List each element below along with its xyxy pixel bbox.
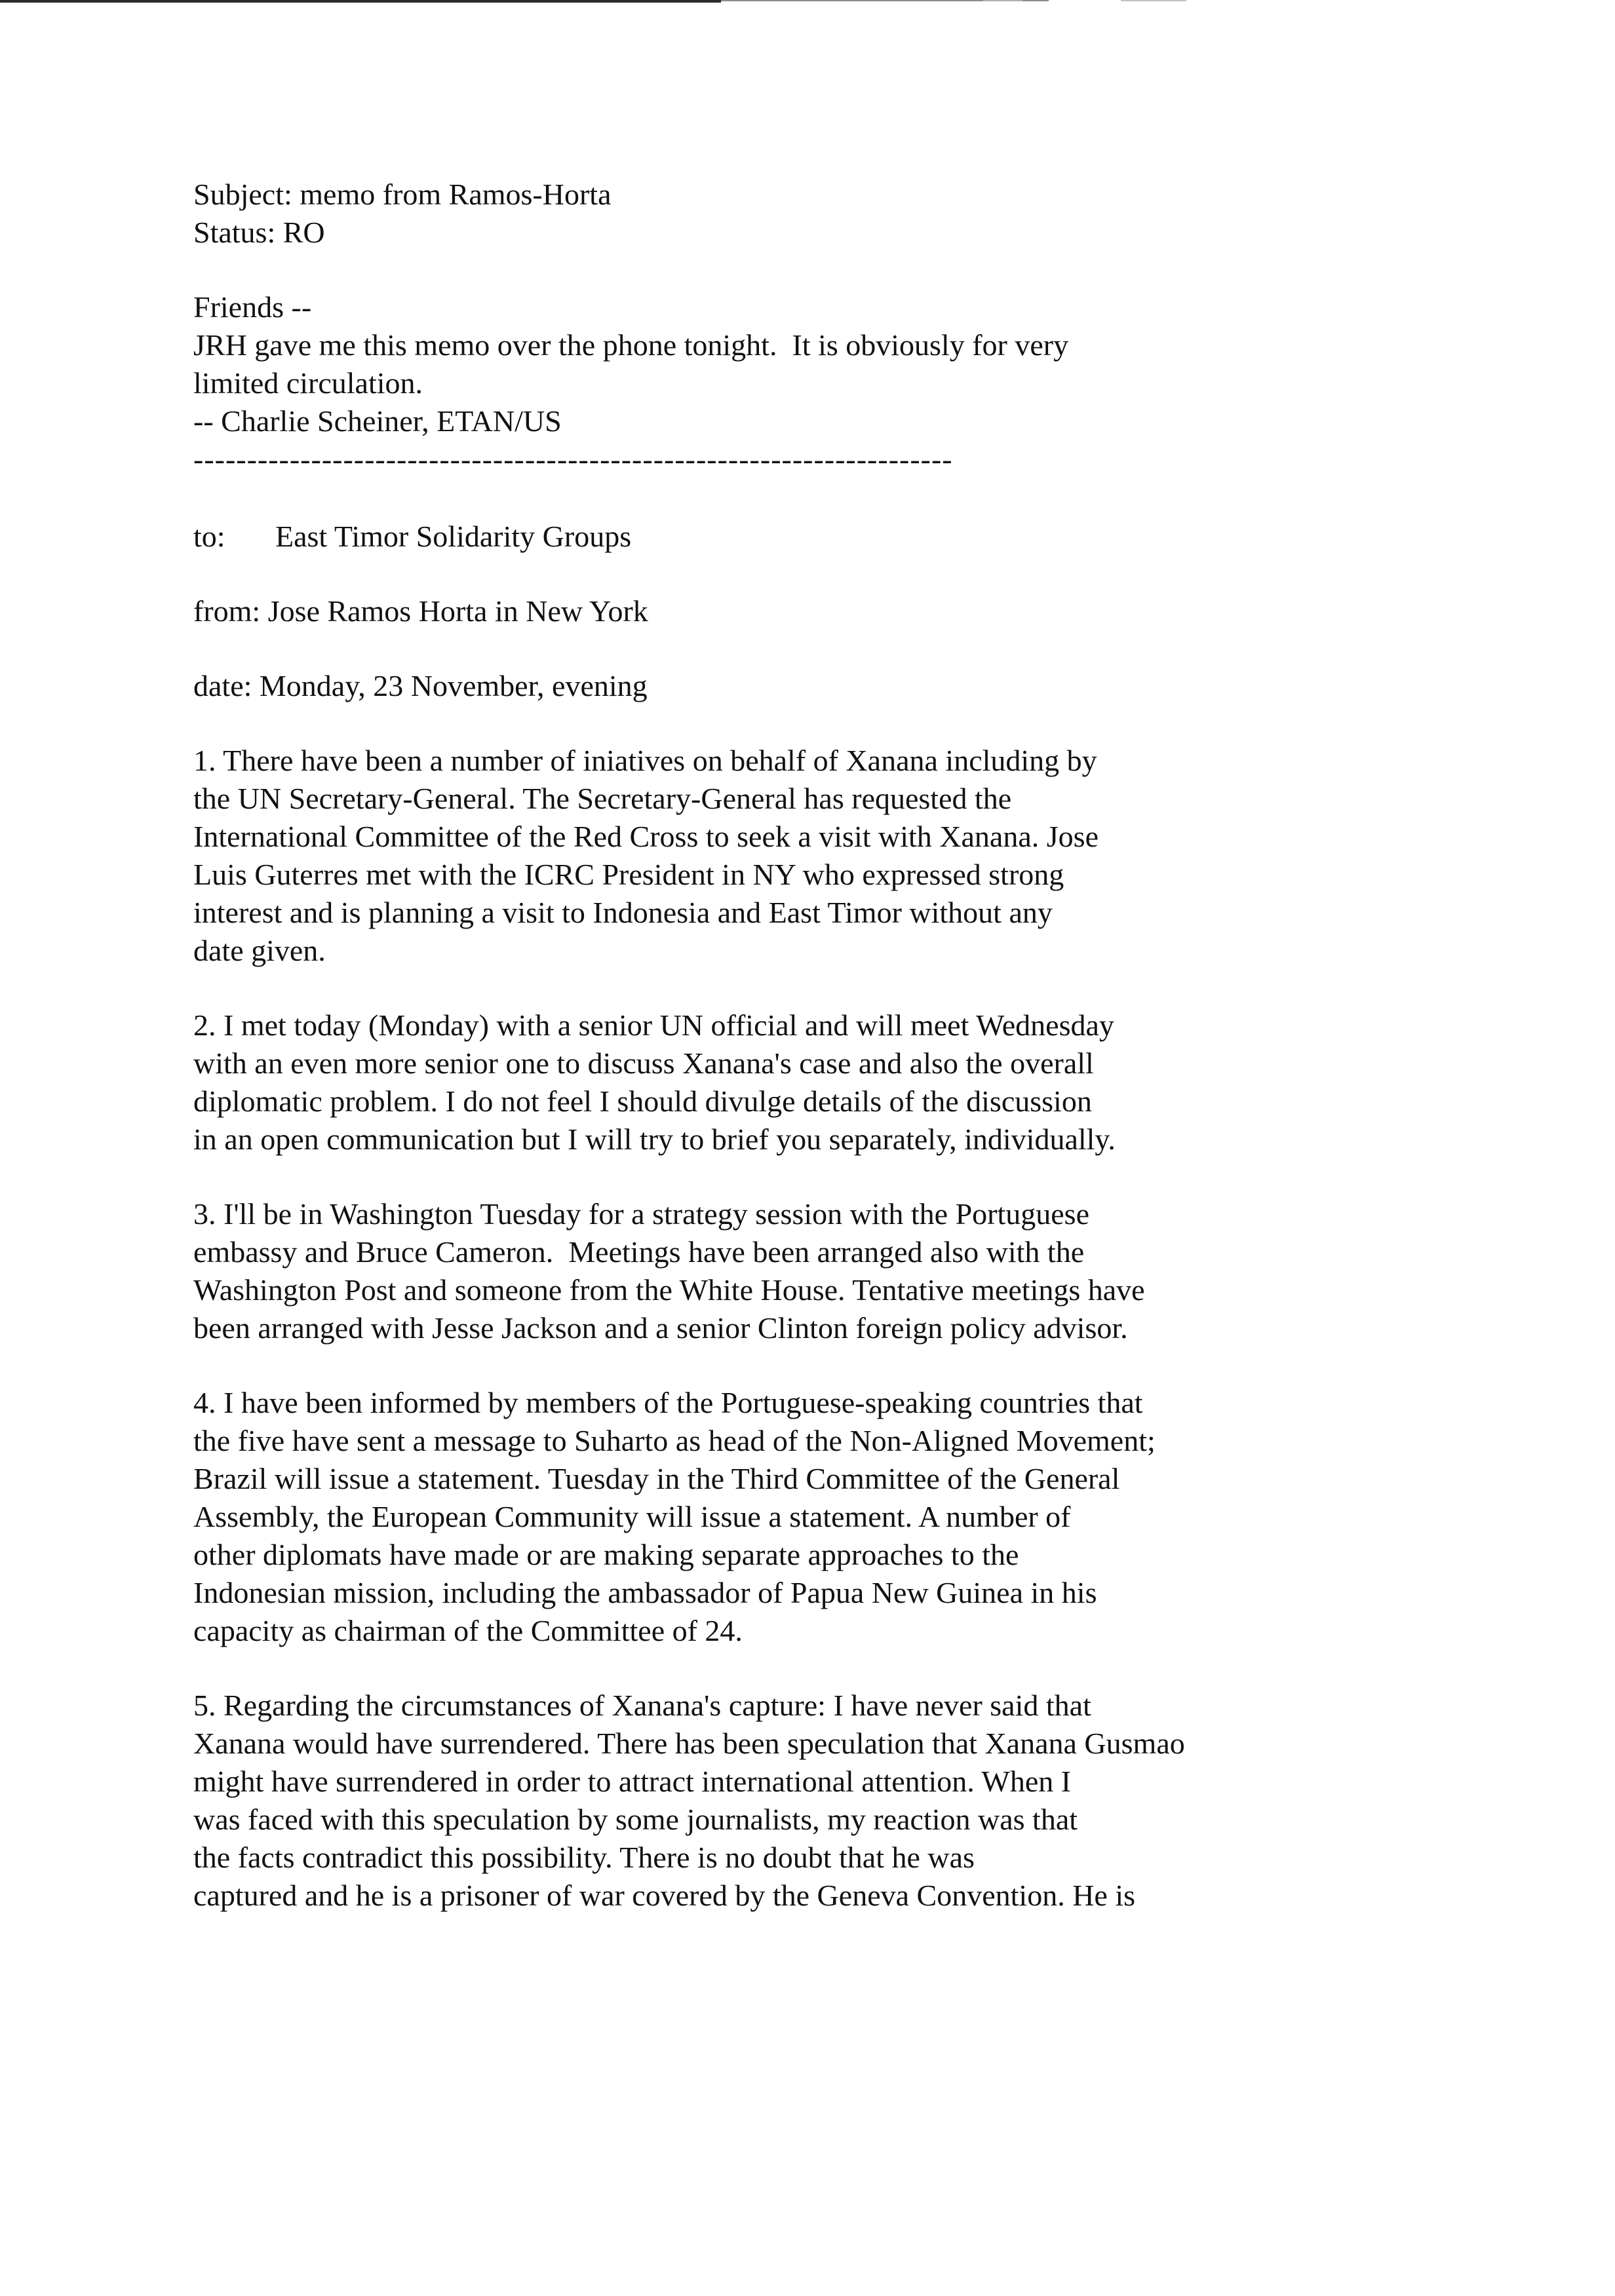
date-label: date: (193, 669, 252, 702)
scan-edge-mark (983, 0, 1022, 1)
memo-paragraph-1 (193, 742, 1478, 970)
separator-line: ----------------------------------------------------------------------- (193, 442, 953, 476)
paragraph-line: the UN Secretary-General. The Secretary-General has requested the (193, 782, 1012, 815)
paragraph-line: interest and is planning a visit to Indonesia and East Timor without any (193, 896, 1053, 929)
paragraph-line: Luis Guterres met with the ICRC President in NY who expressed strong (193, 858, 1064, 891)
memo-paragraph-4 (193, 1384, 1478, 1650)
memo-paragraphs (193, 742, 1478, 1915)
document-body (193, 176, 1478, 1915)
paragraph-line: with an even more senior one to discuss Xanana's case and also the overall (193, 1046, 1094, 1080)
paragraph-line: 1. There have been a number of iniatives on behalf of Xanana including by (193, 744, 1097, 777)
from-label: from: (193, 594, 261, 628)
signature-line: -- Charlie Scheiner, ETAN/US (193, 404, 562, 438)
paragraph-line: International Committee of the Red Cross to seek a visit with Xanana. Jose (193, 820, 1099, 853)
scan-edge-mark (1121, 0, 1186, 1)
from-line (193, 592, 1478, 630)
intro-line: JRH gave me this memo over the phone tonight. It is obviously for very (193, 328, 1069, 362)
paragraph-line: 4. I have been informed by members of the Portuguese-speaking countries that (193, 1386, 1143, 1419)
paragraph-line: other diplomats have made or are making separate approaches to the (193, 1538, 1019, 1571)
paragraph-line: might have surrendered in order to attract international attention. When I (193, 1765, 1072, 1798)
greeting: Friends -- (193, 290, 312, 324)
date-value: Monday, 23 November, evening (259, 669, 648, 702)
paragraph-line: Xanana would have surrendered. There has been speculation that Xanana Gusmao (193, 1727, 1185, 1760)
subject-line: Subject: memo from Ramos-Horta (193, 178, 612, 211)
paragraph-line: was faced with this speculation by some journalists, my reaction was that (193, 1803, 1078, 1836)
paragraph-line: captured and he is a prisoner of war covered by the Geneva Convention. He is (193, 1879, 1136, 1912)
to-label: to: (193, 520, 225, 553)
intro-line: limited circulation. (193, 366, 423, 400)
paragraph-line: Washington Post and someone from the White House. Tentative meetings have (193, 1273, 1145, 1307)
memo-paragraph-3 (193, 1195, 1478, 1347)
memo-paragraph-5 (193, 1687, 1478, 1915)
paragraph-line: the five have sent a message to Suharto as head of the Non-Aligned Movement; (193, 1424, 1156, 1457)
paragraph-line: 5. Regarding the circumstances of Xanana's capture: I have never said that (193, 1689, 1091, 1722)
to-line (193, 518, 1478, 556)
from-value: Jose Ramos Horta in New York (267, 594, 648, 628)
scan-edge-mark (0, 0, 721, 3)
paragraph-line: the facts contradict this possibility. There is no doubt that he was (193, 1841, 975, 1874)
paragraph-line: Indonesian mission, including the ambassador of Papua New Guinea in his (193, 1576, 1097, 1609)
memo-paragraph-2 (193, 1006, 1478, 1158)
paragraph-line: 2. I met today (Monday) with a senior UN official and will meet Wednesday (193, 1008, 1114, 1042)
paragraph-line: capacity as chairman of the Committee of 24. (193, 1614, 743, 1647)
to-value: East Timor Solidarity Groups (275, 520, 632, 553)
paragraph-line: Assembly, the European Community will issue a statement. A number of (193, 1500, 1071, 1533)
paragraph-line: in an open communication but I will try to brief you separately, individually. (193, 1122, 1116, 1156)
paragraph-line: embassy and Bruce Cameron. Meetings have been arranged also with the (193, 1235, 1085, 1269)
paragraph-line: date given. (193, 934, 326, 967)
paragraph-line: Brazil will issue a statement. Tuesday in the Third Committee of the General (193, 1462, 1120, 1495)
paragraph-line: diplomatic problem. I do not feel I should divulge details of the discussion (193, 1084, 1092, 1118)
paragraph-line: 3. I'll be in Washington Tuesday for a strategy session with the Portuguese (193, 1197, 1089, 1231)
paragraph-line: been arranged with Jesse Jackson and a senior Clinton foreign policy advisor. (193, 1311, 1128, 1345)
status-line: Status: RO (193, 216, 325, 249)
date-line (193, 667, 1478, 705)
